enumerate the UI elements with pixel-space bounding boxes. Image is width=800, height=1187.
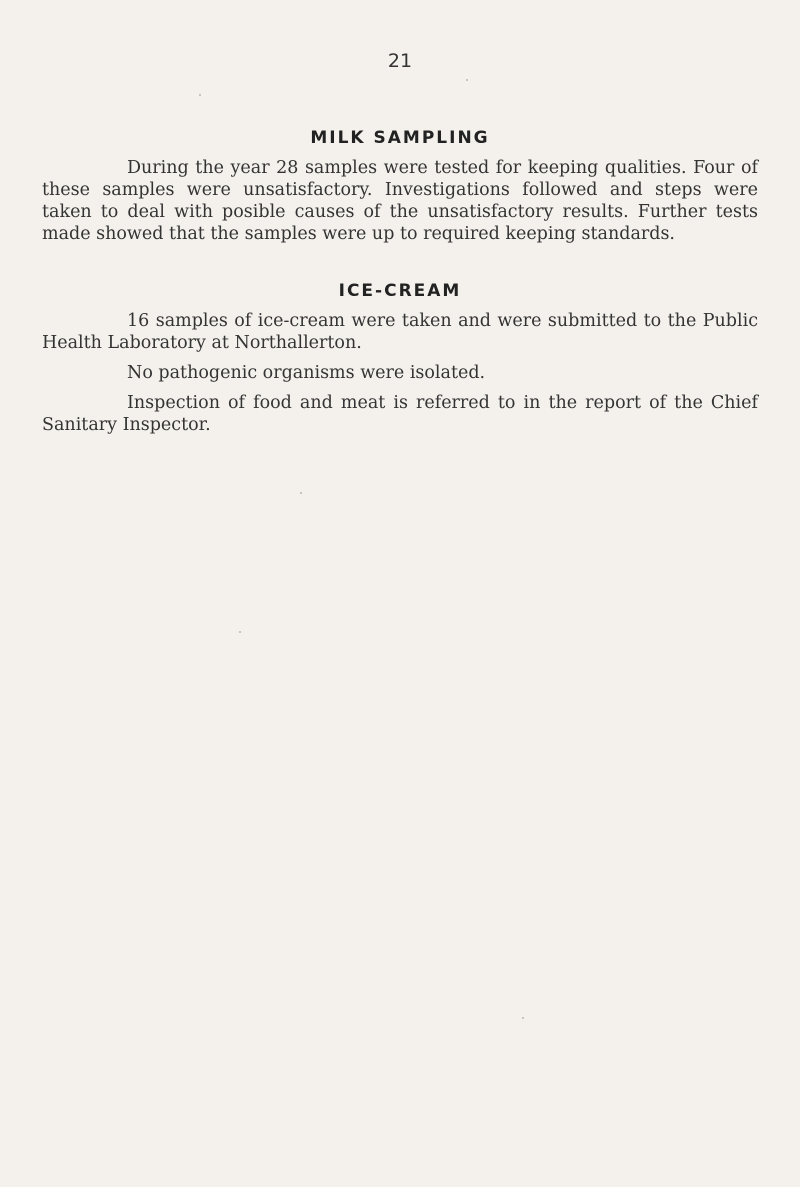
milk-sampling-heading: MILK SAMPLING (310, 128, 490, 148)
ice-cream-paragraph-samples: 16 samples of ice-cream were taken and were submitted to the Public Health Laboratory at Northallerton. (42, 311, 758, 353)
paper-speck (199, 94, 201, 96)
paper-speck (466, 79, 468, 81)
ice-cream-paragraph-pathogenic: No pathogenic organisms were isolated. (127, 363, 486, 383)
page-number: 21 (387, 50, 413, 72)
ice-cream-paragraph-inspection: Inspection of food and meat is referred to in the report of the Chief Sanitary Inspector. (42, 393, 758, 435)
milk-sampling-paragraph: During the year 28 samples were tested for keeping qualities. Four of these samples were unsatisfactory. Investigations followed and steps were taken to deal with posible causes of the unsatisfactory results. Further tests made showed that the samples were up to required keeping standards. (42, 158, 758, 244)
ice-cream-heading: ICE-CREAM (338, 281, 462, 301)
paper-speck (300, 492, 302, 494)
paper-speck (522, 1017, 524, 1019)
paper-speck (239, 631, 241, 633)
